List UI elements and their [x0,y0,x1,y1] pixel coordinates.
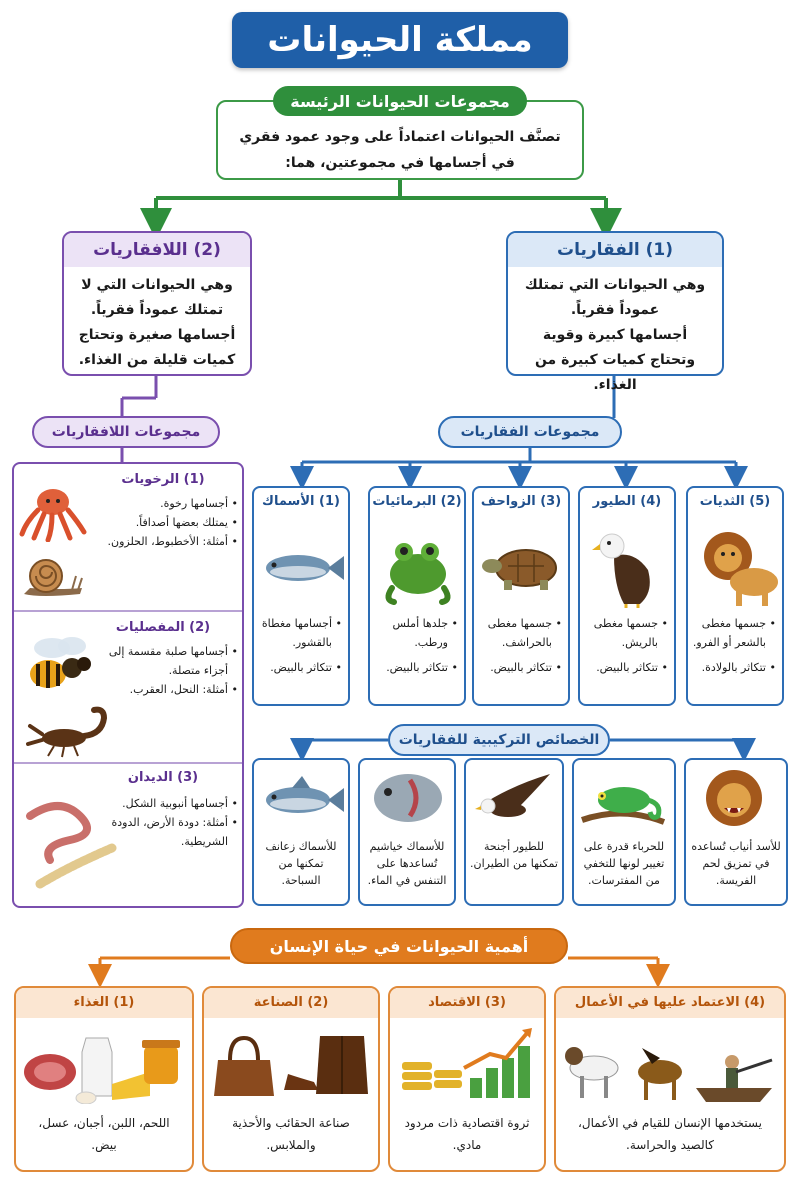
industry-text: صناعة الحقائب والأحذية والملابس. [232,1116,350,1152]
list-item: • تتكاثر بالبيض. [584,658,668,677]
amphibians-title: (2) البرمائيات [372,494,462,509]
turtle-icon [478,526,566,608]
fish-fins-icon [258,766,346,832]
invertebrates-box [62,231,252,376]
frog-icon [374,526,462,608]
fish-title: (1) الأسماك [262,494,340,509]
list-item: • جسمها مغطى بالريش. [584,614,668,652]
list-item: • أجسامها صلبة مقسمة إلى أجزاء متصلة. [90,642,238,680]
arthropods-title: (2) المفصليات [115,620,211,635]
mammals-list [692,614,776,683]
fish-list [258,614,342,683]
birds-title: (4) الطيور [592,494,662,509]
list-item: • أجسامها رخوة. [90,494,238,513]
amphibians-list [374,614,458,683]
importance-label: أهمية الحيوانات في حياة الإنسان [230,928,568,964]
fish-gills-card [358,758,456,906]
coins-chart-icon [394,1024,536,1104]
invertebrates-definition: وهي الحيوانات التي لا تمتلك عموداً فقرياً. [81,277,233,318]
chameleon-text: للحرباء قدرة على تغيير لونها للتخفي من المفترسات. [583,840,665,887]
list-item: • أمثلة: دودة الأرض، الدودة الشريطية. [90,813,238,851]
worms-title: (3) الديدان [127,770,199,785]
bird-wings-text: للطيور أجنحة تمكنها من الطيران. [470,840,558,870]
list-item: • جسمها مغطى بالحراشف. [478,614,562,652]
snail-icon [20,552,86,602]
fish-fins-text: للأسماك زعانف تمكنها من السباحة. [265,840,337,887]
reptiles-title: (3) الزواحف [480,494,562,509]
invertebrates-description: أجسامها صغيرة وتحتاج كميات قليلة من الغذاء. [78,327,236,368]
worm-icon [20,796,120,896]
birds-card [578,486,676,706]
flying-eagle-icon [470,766,558,832]
vertebrates-heading: (1) الفقاريات [508,233,722,267]
industry-title: (2) الصناعة [204,988,378,1018]
lion-fangs-text: للأسد أنياب تُساعده في تمزيق لحم الفريسة. [691,840,781,887]
list-item: • تتكاثر بالبيض. [374,658,458,677]
scorpion-icon [24,704,116,758]
fish-card [252,486,350,706]
list-item: • جلدها أملس ورطب. [374,614,458,652]
amphibians-card [368,486,466,706]
vertebrates-box [506,231,724,393]
invertebrate-groups-label: مجموعات اللافقاريات [32,416,220,448]
work-text: يستخدمها الإنسان للقيام في الأعمال، كالصيد والحراسة. [578,1116,762,1152]
arthropods-list [90,642,238,699]
lion-fangs-card [684,758,788,906]
list-item: • يمتلك بعضها أصدافاً. [90,513,238,532]
lion-icon [692,526,780,608]
list-item: • أمثلة: النحل، العقرب. [90,680,238,699]
fish-gills-text: للأسماك خياشيم تُساعدها على التنفس في الماء. [367,840,447,887]
food-card [14,986,194,1172]
list-item: • جسمها مغطى بالشعر أو الفرو. [692,614,776,652]
reptiles-card [472,486,570,706]
list-item: • تتكاثر بالبيض. [478,658,562,677]
vertebrates-description: أجسامها كبيرة وقوية وتحتاج كميات كبيرة من الغذاء. [534,327,696,393]
bee-icon [22,634,98,696]
reptiles-list [478,614,562,683]
mammals-title: (5) الثديات [699,494,771,509]
food-items-icon [20,1024,184,1104]
economy-card [388,986,546,1172]
list-item: • تتكاثر بالولادة. [692,658,776,677]
vertebrates-definition: وهي الحيوانات التي تمتلك عموداً فقرياً. [524,277,706,318]
birds-list [584,614,668,683]
economy-text: ثروة اقتصادية ذات مردود مادي. [404,1116,530,1152]
industry-card [202,986,380,1172]
lion-head-icon [690,766,778,832]
work-title: (4) الاعتماد عليها في الأعمال [556,988,784,1018]
divider [14,610,242,612]
eagle-icon [584,526,672,608]
divider [14,762,242,764]
mollusks-list [90,494,238,551]
fish-fins-card [252,758,350,906]
economy-title: (3) الاقتصاد [390,988,544,1018]
list-item: • أجسامها مغطاة بالقشور. [258,614,342,652]
invertebrates-heading: (2) اللافقاريات [64,233,250,267]
mammals-card [686,486,784,706]
fish-icon [258,526,346,608]
food-title: (1) الغذاء [16,988,192,1018]
structural-features-label: الخصائص التركيبية للفقاريات [388,724,610,756]
bird-wings-card [464,758,564,906]
mollusks-title: (1) الرخويات [121,472,205,487]
working-animals-icon [560,1024,776,1104]
food-text: اللحم، اللبن، أجبان، عسل، بيض. [38,1116,170,1152]
chameleon-card [572,758,676,906]
chameleon-icon [578,766,666,832]
work-importance-card [554,986,786,1172]
fish-head-icon [364,766,452,832]
octopus-icon [18,486,88,542]
list-item: • أجسامها أنبوبية الشكل. [90,794,238,813]
list-item: • أمثلة: الأخطبوط، الحلزون. [90,532,238,551]
intro-text: تصنَّف الحيوانات اعتماداً على وجود عمود فقري في أجسامها في مجموعتين، هما: [239,129,561,171]
vertebrate-groups-label: مجموعات الفقاريات [438,416,622,448]
leather-goods-icon [208,1024,370,1104]
intro-heading: مجموعات الحيوانات الرئيسة [273,86,527,116]
list-item: • تتكاثر بالبيض. [258,658,342,677]
page-title: مملكة الحيوانات [232,12,568,68]
